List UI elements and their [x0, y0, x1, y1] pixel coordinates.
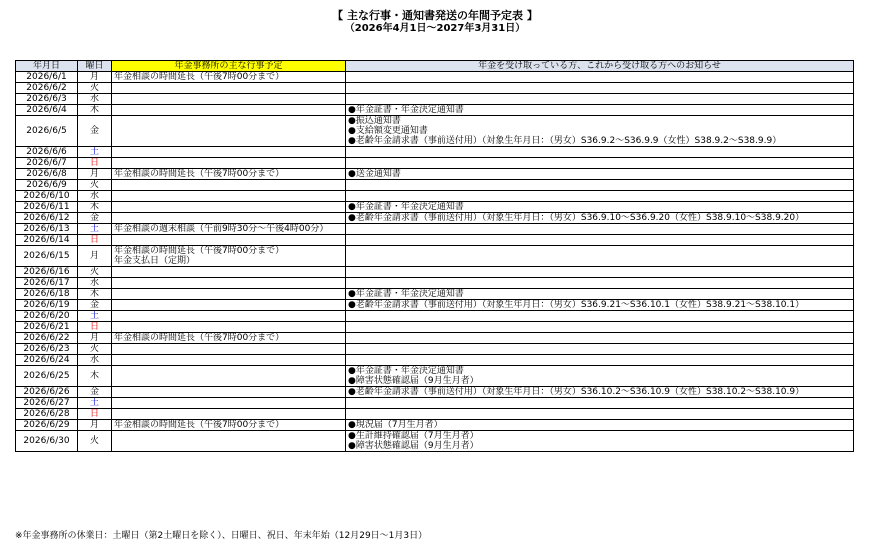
table-row — [16, 311, 854, 322]
table-row — [16, 333, 854, 344]
row-office-events — [112, 431, 346, 452]
row-office-events — [112, 213, 346, 224]
row-notices — [346, 180, 854, 191]
row-office-events — [112, 180, 346, 191]
row-office-events — [112, 94, 346, 105]
table-row — [16, 267, 854, 278]
notice-text: ●障害状態確認届（9月生月者） — [348, 376, 479, 386]
table-row — [16, 300, 854, 311]
row-date: 2026/6/19 — [16, 300, 78, 311]
row-office-events — [112, 278, 346, 289]
row-notices — [346, 246, 854, 267]
row-weekday: 金 — [78, 387, 112, 398]
row-weekday: 月 — [78, 246, 112, 267]
table-row — [16, 94, 854, 105]
schedule-body — [16, 72, 854, 452]
row-office-events — [112, 83, 346, 94]
row-date: 2026/6/26 — [16, 387, 78, 398]
notice-text: ●振込通知書 — [348, 116, 401, 126]
table-row — [16, 105, 854, 116]
row-notices — [346, 213, 854, 224]
row-office-events — [112, 191, 346, 202]
table-row — [16, 83, 854, 94]
table-row — [16, 147, 854, 158]
schedule-table — [15, 60, 854, 452]
row-office-events — [112, 366, 346, 387]
header-day: 曜日 — [78, 61, 112, 72]
row-weekday: 木 — [78, 202, 112, 213]
row-date: 2026/6/11 — [16, 202, 78, 213]
row-notices — [346, 158, 854, 169]
row-notices — [346, 235, 854, 246]
row-notices — [346, 355, 854, 366]
office-event-text: 年金相談の時間延長（午後7時00分まで） — [114, 72, 285, 82]
header-date: 年月日 — [16, 61, 78, 72]
row-office-events — [112, 300, 346, 311]
row-date: 2026/6/2 — [16, 83, 78, 94]
notice-text: ●老齢年金請求書（事前送付用）（対象生年月日：（男女）S36.10.2～S36.10.9（女性）S38.10.2～S38.10.9） — [348, 387, 805, 397]
row-notices — [346, 202, 854, 213]
row-date: 2026/6/21 — [16, 322, 78, 333]
table-row — [16, 387, 854, 398]
row-notices — [346, 72, 854, 83]
table-row — [16, 72, 854, 83]
row-notices — [346, 333, 854, 344]
header-office-events: 年金事務所の主な行事予定 — [112, 61, 346, 72]
row-notices — [346, 431, 854, 452]
row-weekday: 土 — [78, 398, 112, 409]
row-weekday: 日 — [78, 158, 112, 169]
row-weekday: 水 — [78, 278, 112, 289]
table-row — [16, 116, 854, 147]
row-office-events — [112, 333, 346, 344]
table-row — [16, 180, 854, 191]
row-date: 2026/6/4 — [16, 105, 78, 116]
office-event-text: 年金相談の時間延長（午後7時00分まで） — [114, 169, 285, 179]
notice-text: ●年金証書・年金決定通知書 — [348, 366, 464, 376]
table-row — [16, 409, 854, 420]
footnote: ※年金事務所の休業日：土曜日（第2土曜日を除く）、日曜日、祝日、年末年始（12月29日～1月3日） — [15, 531, 428, 541]
row-weekday: 月 — [78, 333, 112, 344]
row-notices — [346, 398, 854, 409]
row-notices — [346, 94, 854, 105]
row-date: 2026/6/13 — [16, 224, 78, 235]
row-notices — [346, 267, 854, 278]
office-event-text: 年金相談の時間延長（午後7時00分まで） — [114, 333, 285, 343]
row-date: 2026/6/25 — [16, 366, 78, 387]
row-notices — [346, 278, 854, 289]
row-office-events — [112, 169, 346, 180]
row-weekday: 土 — [78, 311, 112, 322]
row-date: 2026/6/9 — [16, 180, 78, 191]
row-office-events — [112, 311, 346, 322]
notice-text: ●年金証書・年金決定通知書 — [348, 105, 464, 115]
row-date: 2026/6/27 — [16, 398, 78, 409]
table-row — [16, 224, 854, 235]
table-row — [16, 191, 854, 202]
row-notices — [346, 289, 854, 300]
row-weekday: 火 — [78, 180, 112, 191]
row-date: 2026/6/3 — [16, 94, 78, 105]
row-office-events — [112, 387, 346, 398]
row-weekday: 金 — [78, 116, 112, 147]
notice-text: ●老齢年金請求書（事前送付用）（対象生年月日：（男女）S36.9.10～S36.9.20（女性）S38.9.10～S38.9.20） — [348, 213, 805, 223]
row-weekday: 金 — [78, 213, 112, 224]
row-office-events — [112, 158, 346, 169]
row-office-events — [112, 355, 346, 366]
row-weekday: 水 — [78, 94, 112, 105]
row-date: 2026/6/1 — [16, 72, 78, 83]
row-date: 2026/6/24 — [16, 355, 78, 366]
row-weekday: 水 — [78, 355, 112, 366]
table-row — [16, 289, 854, 300]
row-office-events — [112, 235, 346, 246]
row-date: 2026/6/15 — [16, 246, 78, 267]
row-weekday: 月 — [78, 420, 112, 431]
row-date: 2026/6/30 — [16, 431, 78, 452]
row-date: 2026/6/17 — [16, 278, 78, 289]
row-weekday: 月 — [78, 169, 112, 180]
row-date: 2026/6/5 — [16, 116, 78, 147]
row-weekday: 日 — [78, 409, 112, 420]
office-event-text: 年金相談の週末相談（午前9時30分～午後4時00分） — [114, 224, 329, 234]
row-notices — [346, 409, 854, 420]
row-weekday: 土 — [78, 224, 112, 235]
page-title: 【 主な行事・通知書発送の年間予定表 】 — [332, 9, 538, 22]
row-office-events — [112, 409, 346, 420]
table-row — [16, 213, 854, 224]
row-notices — [346, 169, 854, 180]
table-row — [16, 355, 854, 366]
row-date: 2026/6/23 — [16, 344, 78, 355]
row-weekday: 金 — [78, 300, 112, 311]
row-notices — [346, 344, 854, 355]
row-weekday: 木 — [78, 105, 112, 116]
table-row — [16, 398, 854, 409]
row-notices — [346, 83, 854, 94]
table-row — [16, 158, 854, 169]
row-office-events — [112, 344, 346, 355]
row-weekday: 火 — [78, 431, 112, 452]
office-event-text: 年金支払日（定期） — [114, 256, 196, 266]
notice-text: ●支給額変更通知書 — [348, 126, 428, 136]
row-weekday: 日 — [78, 235, 112, 246]
notice-text: ●障害状態確認届（9月生月者） — [348, 441, 479, 451]
table-row — [16, 366, 854, 387]
row-office-events — [112, 147, 346, 158]
page-subtitle: （2026年4月1日～2027年3月31日） — [344, 23, 526, 34]
row-notices — [346, 224, 854, 235]
header-notices: 年金を受け取っている方、これから受け取る方へのお知らせ — [346, 61, 854, 72]
row-office-events — [112, 398, 346, 409]
notice-text: ●老齢年金請求書（事前送付用）（対象生年月日：（男女）S36.9.21～S36.10.1（女性）S38.9.21～S38.10.1） — [348, 300, 805, 310]
row-date: 2026/6/10 — [16, 191, 78, 202]
table-row — [16, 322, 854, 333]
notice-text: ●現況届（7月生月者） — [348, 420, 443, 430]
row-date: 2026/6/8 — [16, 169, 78, 180]
row-notices — [346, 387, 854, 398]
table-row — [16, 431, 854, 452]
row-notices — [346, 105, 854, 116]
row-date: 2026/6/18 — [16, 289, 78, 300]
row-weekday: 日 — [78, 322, 112, 333]
row-notices — [346, 300, 854, 311]
row-date: 2026/6/28 — [16, 409, 78, 420]
row-office-events — [112, 289, 346, 300]
notice-text: ●送金通知書 — [348, 169, 401, 179]
row-weekday: 土 — [78, 147, 112, 158]
row-notices — [346, 366, 854, 387]
table-row — [16, 344, 854, 355]
row-weekday: 木 — [78, 289, 112, 300]
row-date: 2026/6/12 — [16, 213, 78, 224]
row-date: 2026/6/7 — [16, 158, 78, 169]
row-date: 2026/6/14 — [16, 235, 78, 246]
row-notices — [346, 420, 854, 431]
row-date: 2026/6/16 — [16, 267, 78, 278]
notice-text: ●生計維持確認届（7月生月者） — [348, 431, 479, 441]
row-notices — [346, 147, 854, 158]
table-row — [16, 202, 854, 213]
row-office-events — [112, 202, 346, 213]
row-weekday: 木 — [78, 366, 112, 387]
table-row — [16, 169, 854, 180]
row-notices — [346, 191, 854, 202]
header-row — [16, 61, 854, 72]
table-row — [16, 235, 854, 246]
notice-text: ●年金証書・年金決定通知書 — [348, 289, 464, 299]
row-date: 2026/6/22 — [16, 333, 78, 344]
row-weekday: 火 — [78, 267, 112, 278]
row-weekday: 水 — [78, 191, 112, 202]
row-date: 2026/6/20 — [16, 311, 78, 322]
table-row — [16, 278, 854, 289]
row-date: 2026/6/6 — [16, 147, 78, 158]
row-weekday: 火 — [78, 83, 112, 94]
row-office-events — [112, 322, 346, 333]
row-office-events — [112, 420, 346, 431]
row-notices — [346, 116, 854, 147]
row-notices — [346, 311, 854, 322]
row-office-events — [112, 267, 346, 278]
row-office-events — [112, 116, 346, 147]
row-office-events — [112, 246, 346, 267]
row-weekday: 火 — [78, 344, 112, 355]
row-office-events — [112, 105, 346, 116]
row-weekday: 月 — [78, 72, 112, 83]
row-date: 2026/6/29 — [16, 420, 78, 431]
row-office-events — [112, 72, 346, 83]
notice-text: ●年金証書・年金決定通知書 — [348, 202, 464, 212]
table-row — [16, 246, 854, 267]
office-event-text: 年金相談の時間延長（午後7時00分まで） — [114, 420, 285, 430]
table-row — [16, 420, 854, 431]
office-event-text: 年金相談の時間延長（午後7時00分まで） — [114, 246, 285, 256]
row-office-events — [112, 224, 346, 235]
notice-text: ●老齢年金請求書（事前送付用）（対象生年月日：（男女）S36.9.2～S36.9.9（女性）S38.9.2～S38.9.9） — [348, 136, 782, 146]
row-notices — [346, 322, 854, 333]
